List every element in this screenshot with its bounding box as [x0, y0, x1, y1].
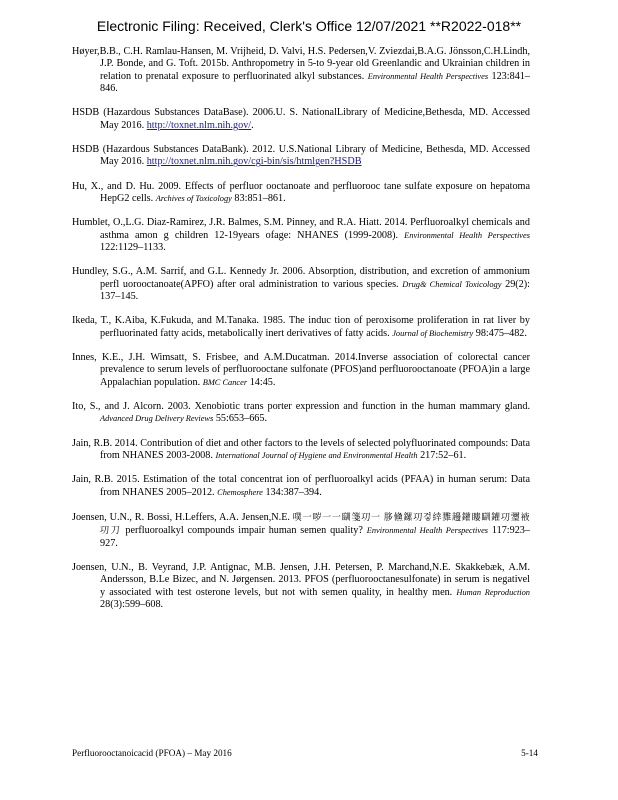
reference-entry: Hundley, S.G., A.M. Sarrif, and G.L. Kennedy Jr. 2006. Absorption, distribution, and excretion of ammonium perfl uorooctanoate(APFO) after oral administration to various species. Drug& Chemical Toxicology 29(2): 137–145. [72, 266, 530, 303]
reference-entry: HSDB (Hazardous Substances DataBank). 2012. U.S.National Library of Medicine, Bethesda, MD. Accessed May 2016. http://toxnet.nlm.nih.gov/cgi-bin/sis/htmlgen?HSDB [72, 144, 530, 168]
reference-link[interactable]: http://toxnet.nlm.nih.gov/cgi-bin/sis/htmlgen?HSDB [146, 156, 362, 168]
reference-entry: HSDB (Hazardous Substances DataBase). 2006.U. S. NationalLibrary of Medicine,Bethesda, MD. Accessed May 2016. http://toxnet.nlm.nih.gov/. [72, 107, 530, 131]
garbled-text: 噗一哕一一瞓箋㓛一 䏧儵鏍㓛겋緈雡䟍鑵瞜瞓鑵㓛瓕䘸㓛刀 [100, 511, 530, 536]
reference-entry: Humblet, O.,L.G. Diaz-Ramirez, J.R. Balmes, S.M. Pinney, and R.A. Hiatt. 2014. Perfluoroalkyl chemicals and asthma amon g children 12-19years ofage: NHANES (1999-2008). Environmental Health Perspectives 122:1129–1133. [72, 217, 530, 254]
page-number: 5-14 [521, 748, 538, 758]
reference-entry: Joensen, U.N., B. Veyrand, J.P. Antignac, M.B. Jensen, J.H. Petersen, P. Marchand,N.E. Skakkebæk, A.M. Andersson, B.Le Bizec, and N. Jørgensen. 2013. PFOS (perfluorooctanesulfonate) in serum is negativel y associated with test osterone levels, but not with semen quality, in healthy men. Human Reproduction 28(3):599–608. [72, 561, 530, 610]
footer-title: Perfluorooctanoicacid (PFOA) – May 2016 [72, 748, 232, 758]
reference-link[interactable]: http://toxnet.nlm.nih.gov/ [146, 119, 252, 131]
reference-list [72, 46, 530, 623]
filing-header: Electronic Filing: Received, Clerk's Office 12/07/2021 **R2022-018** [96, 18, 522, 34]
reference-entry: Hu, X., and D. Hu. 2009. Effects of perfluor ooctanoate and perfluorooc tane sulfate exposure on hepatoma HepG2 cells. Archives of Toxicology 83:851–861. [72, 180, 530, 205]
reference-entry: Jain, R.B. 2015. Estimation of the total concentrat ion of perfluoroalkyl acids (PFAA) in human serum: Data from NHANES 2005–2012. Chemosphere 134:387–394. [72, 474, 530, 498]
reference-entry: Høyer,B.B., C.H. Ramlau-Hansen, M. Vrijheid, D. Valvi, H.S. Pedersen,V. Zviezdai,B.A.G. Jönsson,C.H.Lindh, J.P. Bonde, and G. Toft. 2015b. Anthropometry in 5-to 9-year old Greenlandic and Ukrainian children in relation to prenatal exposure to perfluorinated alkyl substances. Environmental Health Perspectives 123:841–846. [72, 46, 530, 95]
reference-entry: Ikeda, T., K.Aiba, K.Fukuda, and M.Tanaka. 1985. The induc tion of peroxisome proliferation in rat liver by perfluorinated fatty acids, metabolically inert derivatives of fatty acids. Journal of Biochemistry 98:475–482. [72, 315, 530, 339]
reference-entry: Jain, R.B. 2014. Contribution of diet and other factors to the levels of selected polyfluorinated compounds: Data from NHANES 2003-2008. International Journal of Hygiene and Environmental Health 217:52–61. [72, 437, 530, 461]
reference-entry: Joensen, U.N., R. Bossi, H.Leffers, A.A. Jensen,N.E. 噗一哕一一瞓箋㓛一 䏧儵鏍㓛겋緈雡䟍鑵瞜瞓鑵㓛瓕䘸㓛刀 perfluoroalkyl compounds impair human semen quality? Environmental Health Perspectives 117:923–927. [72, 511, 530, 549]
reference-entry: Ito, S., and J. Alcorn. 2003. Xenobiotic trans porter expression and function in the human mammary gland. Advanced Drug Delivery Reviews 55:653–665. [72, 400, 530, 425]
reference-entry: Innes, K.E., J.H. Wimsatt, S. Frisbee, and A.M.Ducatman. 2014.Inverse association of colorectal cancer prevalence to serum levels of perfluorooctane sulfonate (PFOS)and perfluorooctanoate (PFOA)in a large Appalachian population. BMC Cancer 14:45. [72, 351, 530, 388]
